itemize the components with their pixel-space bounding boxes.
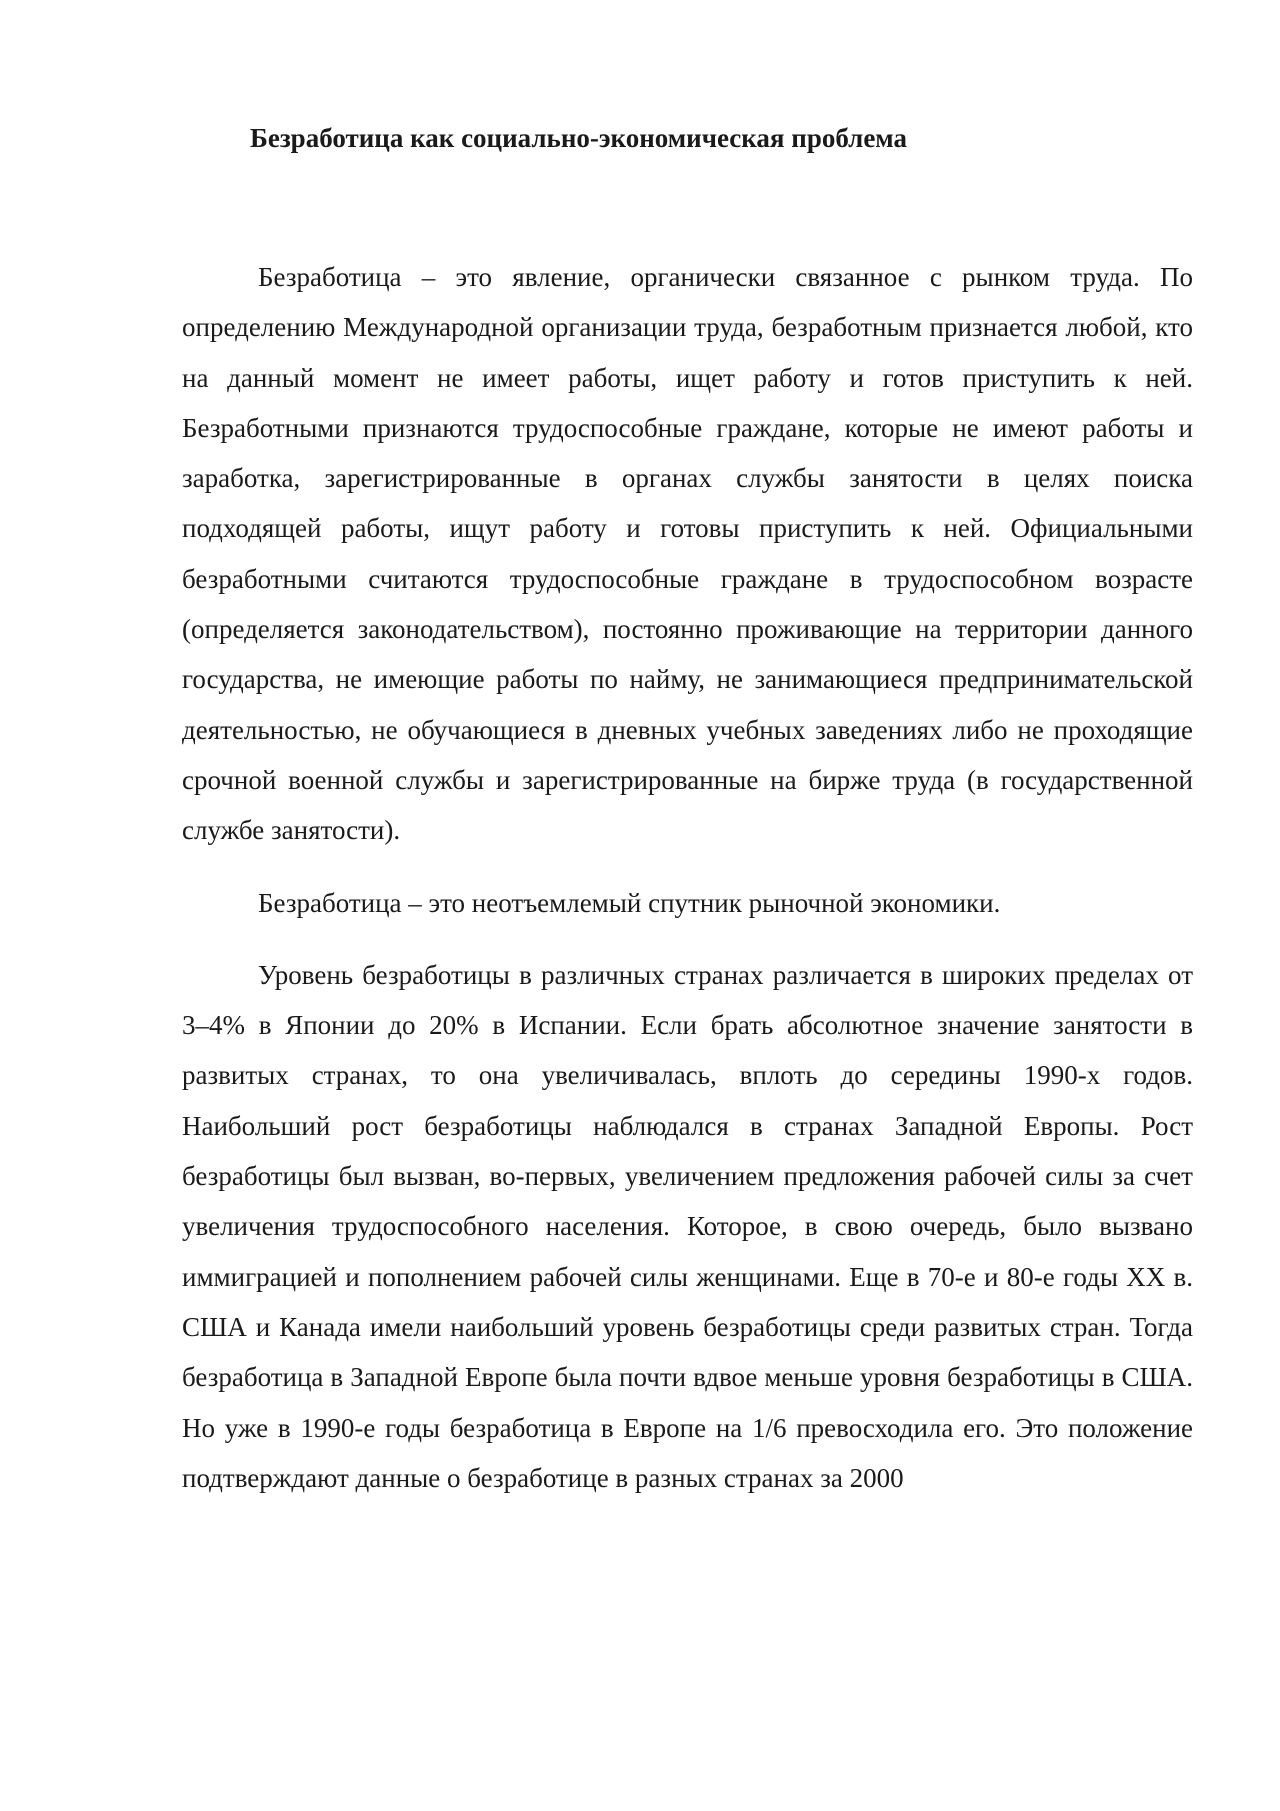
paragraph-unemployment-levels: Уровень безработицы в различных странах различается в широких пределах от 3–4% в Японии до 20% в Испании. Если брать абсолютное значение занятости в развитых странах, то она увеличивалась, вплоть до середины 1990-х годов. Наибольший рост безработицы наблюдался в странах Западной Европы. Рост безработицы был вызван, во-первых, увеличением предложения рабочей силы за счет увеличения трудоспособного населения. Которое, в свою очередь, было вызвано иммиграцией и пополнением рабочей силы женщинами. Еще в 70-е и 80-е годы XX в. США и Канада имели наибольший уровень безработицы среди развитых стран. Тогда безработица в Западной Европе была почти вдвое меньше уровня безработицы в США. Но уже в 1990-е годы безработица в Европе на 1/6 превосходила его. Это положение подтверждают данные о безработице в разных странах за 2000	[182, 959, 1193, 1493]
document-body	[182, 252, 1193, 1503]
paragraph-definition: Безработица – это явление, органически связанное с рынком труда. По определению Международной организации труда, безработным признается любой, кто на данный момент не имеет работы, ищет работу и готов приступить к ней. Безработными признаются трудоспособные граждане, которые не имеют работы и заработка, зарегистрированные в органах службы занятости в целях поиска подходящей работы, ищут работу и готовы приступить к ней. Официальными безработными считаются трудоспособные граждане в трудоспособном возрасте (определяется законодательством), постоянно проживающие на территории данного государства, не имеющие работы по найму, не занимающиеся предпринимательской деятельностью, не обучающиеся в дневных учебных заведениях либо не проходящие срочной военной службы и зарегистрированные на бирже труда (в государственной службе занятости).	[182, 262, 1193, 846]
paragraph-market-companion: Безработица – это неотъемлемый спутник рыночной экономики.	[258, 887, 1001, 918]
document-title: Безработица как социально-экономическая проблема	[250, 123, 908, 153]
